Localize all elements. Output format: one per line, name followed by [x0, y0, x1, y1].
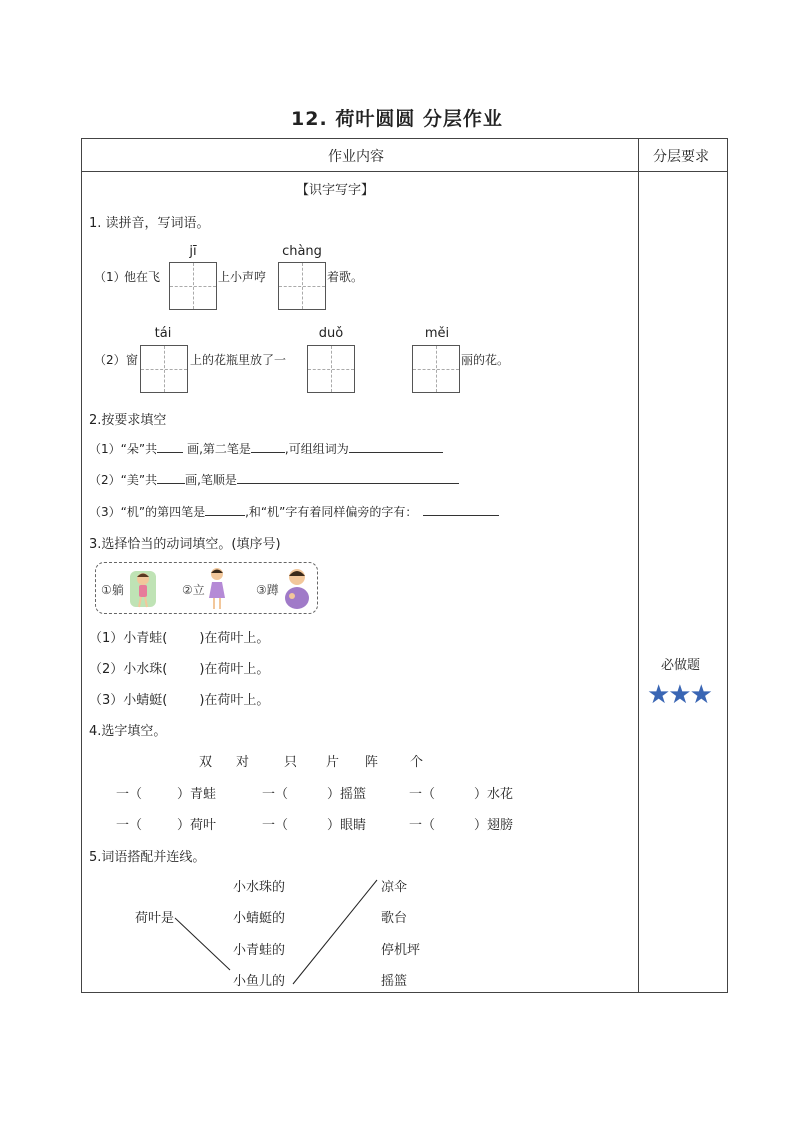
- q1-2-text-c: 丽的花。: [461, 353, 510, 367]
- q3-title: 3.选择恰当的动词填空。(填序号): [89, 537, 281, 552]
- pinyin-ji: jī: [189, 244, 197, 259]
- star-rating-icon: ★★★: [647, 680, 711, 710]
- pinyin-duo: duǒ: [318, 326, 344, 341]
- q4-word: ）摇篮: [327, 787, 367, 802]
- q2-item-2: （2）“美”共 画,笔顺是: [89, 471, 459, 488]
- char-option: 双: [199, 755, 213, 770]
- header-content: 作业内容: [328, 149, 384, 165]
- q1-1-label: （1）: [94, 270, 126, 284]
- page-title: 12. 荷叶圆圆 分层作业: [291, 108, 503, 130]
- match-middle: 小蜻蜓的: [233, 911, 286, 926]
- char-option: 阵: [365, 755, 379, 770]
- match-middle: 小青蛙的: [233, 943, 286, 958]
- pinyin-chang: chàng: [282, 244, 322, 259]
- q1-1-text-a: 他在飞: [124, 270, 161, 284]
- q3-item-2: （2）小水珠( )在荷叶上。: [89, 662, 270, 677]
- q4-word: ）翅膀: [474, 818, 514, 833]
- section-title: 【识字写字】: [296, 183, 375, 198]
- char-option: 对: [236, 755, 250, 770]
- match-left: 荷叶是: [135, 911, 175, 926]
- match-right: 凉伞: [381, 880, 408, 895]
- q5-title: 5.词语搭配并连线。: [89, 850, 206, 865]
- q4-word: ）荷叶: [177, 818, 217, 833]
- match-line: [175, 918, 230, 970]
- q3-item-3: （3）小蜻蜓( )在荷叶上。: [89, 693, 270, 708]
- option-squat: ③蹲: [256, 583, 279, 597]
- q4-blank: 一（: [116, 787, 143, 802]
- option-stand: ②立: [182, 583, 205, 597]
- q1-1-text-b: 上小声哼: [218, 270, 267, 284]
- q2-item-1: （1）“朵”共 画,第二笔是 ,可组组词为: [89, 440, 443, 457]
- q1-1-text-c: 着歌。: [327, 270, 364, 284]
- pinyin-tai: tái: [154, 326, 172, 341]
- q4-blank: 一（: [116, 818, 143, 833]
- match-right: 歌台: [381, 911, 408, 926]
- q4-title: 4.选字填空。: [89, 724, 167, 739]
- q4-word: ）青蛙: [177, 787, 217, 802]
- q2-title: 2.按要求填空: [89, 413, 167, 428]
- q1-2-label: （2）: [94, 353, 126, 367]
- q2-item-3: （3）“机”的第四笔是 ,和“机”字有着同样偏旁的字有：: [89, 503, 499, 520]
- char-option: 片: [326, 755, 340, 770]
- q4-word: ）水花: [474, 787, 514, 802]
- q4-blank: 一（: [262, 818, 289, 833]
- q4-blank: 一（: [409, 818, 436, 833]
- q1-2-text-b: 上的花瓶里放了一: [190, 353, 287, 367]
- char-option: 只: [284, 755, 298, 770]
- q4-word: ）眼睛: [327, 818, 367, 833]
- level-label: 必做题: [661, 658, 701, 673]
- match-right: 摇篮: [381, 974, 408, 989]
- match-right: 停机坪: [381, 943, 421, 958]
- match-middle: 小水珠的: [233, 880, 286, 895]
- pinyin-mei: měi: [424, 326, 450, 341]
- header-level: 分层要求: [653, 149, 709, 165]
- q1-2-text-a: 窗: [126, 353, 139, 367]
- option-lie: ①躺: [101, 583, 124, 597]
- q3-item-1: （1）小青蛙( )在荷叶上。: [89, 631, 270, 646]
- match-line: [293, 880, 377, 984]
- match-middle: 小鱼儿的: [233, 974, 286, 989]
- q4-blank: 一（: [409, 787, 436, 802]
- q1-title: 1. 读拼音，写词语。: [89, 216, 210, 231]
- char-option: 个: [410, 755, 424, 770]
- q4-blank: 一（: [262, 787, 289, 802]
